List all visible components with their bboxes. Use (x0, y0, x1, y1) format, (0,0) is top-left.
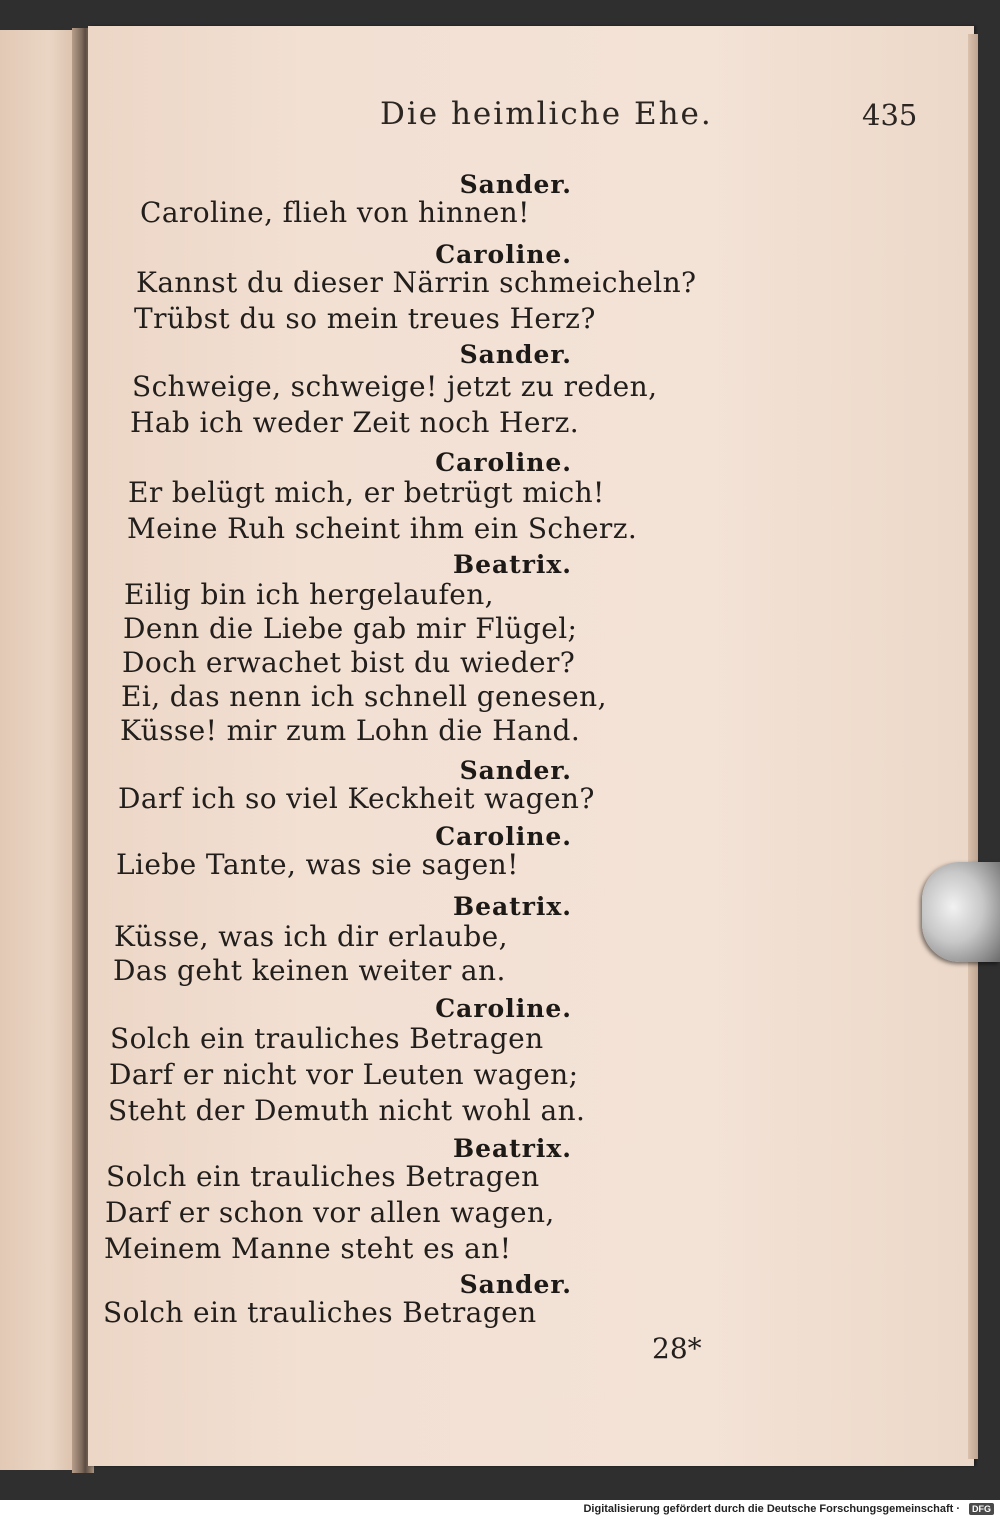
verse-line: Denn die Liebe gab mir Flügel; (123, 612, 578, 645)
verse-line: Küsse, was ich dir erlaube, (114, 920, 508, 953)
verse-line: Eilig bin ich hergelaufen, (124, 578, 494, 611)
verse-line: Liebe Tante, was sie sagen! (116, 848, 519, 881)
verse-line: Küsse! mir zum Lohn die Hand. (120, 714, 581, 747)
speaker-name: Sander. (459, 340, 572, 369)
verse-line: Solch ein trauliches Betragen (110, 1022, 544, 1055)
signature-mark: 28* (652, 1332, 702, 1365)
page-edge (968, 34, 978, 1459)
verse-line: Meinem Manne steht es an! (104, 1232, 512, 1265)
funding-credit: Digitalisierung gefördert durch die Deutsche Forschungsgemeinschaft · (583, 1503, 960, 1515)
page-clip-icon (922, 862, 1000, 962)
verse-line: Hab ich weder Zeit noch Herz. (130, 406, 580, 439)
verse-line: Er belügt mich, er betrügt mich! (128, 476, 605, 509)
verse-line: Solch ein trauliches Betragen (103, 1296, 537, 1329)
speaker-name: Caroline. (435, 822, 572, 851)
verse-line: Meine Ruh scheint ihm ein Scherz. (127, 512, 638, 545)
verse-line: Schweige, schweige! jetzt zu reden, (132, 370, 658, 403)
verse-line: Ei, das nenn ich schnell genesen, (121, 680, 607, 713)
footer-bar (0, 1500, 1000, 1520)
verse-line: Steht der Demuth nicht wohl an. (108, 1094, 586, 1127)
speaker-name: Sander. (459, 1270, 572, 1299)
speaker-name: Caroline. (435, 448, 572, 477)
page-header (0, 96, 1000, 140)
running-title: Die heimliche Ehe. (380, 96, 713, 132)
facing-left-page (0, 30, 82, 1470)
verse-line: Solch ein trauliches Betragen (106, 1160, 540, 1193)
page-number: 435 (862, 98, 918, 132)
speaker-name: Sander. (459, 756, 572, 785)
speaker-name: Beatrix. (452, 1134, 572, 1163)
verse-line: Caroline, flieh von hinnen! (140, 196, 530, 229)
verse-line: Darf ich so viel Keckheit wagen? (118, 782, 595, 815)
verse-line: Das geht keinen weiter an. (113, 954, 506, 987)
speaker-name: Caroline. (435, 994, 572, 1023)
verse-line: Trübst du so mein treues Herz? (134, 302, 596, 335)
speaker-name: Beatrix. (452, 892, 572, 921)
speaker-name: Caroline. (435, 240, 572, 269)
verse-line: Darf er schon vor allen wagen, (105, 1196, 555, 1229)
verse-line: Doch erwachet bist du wieder? (122, 646, 576, 679)
verse-line: Kannst du dieser Närrin schmeicheln? (136, 266, 697, 299)
verse-line: Darf er nicht vor Leuten wagen; (109, 1058, 579, 1091)
dfg-logo-icon: DFG (969, 1503, 994, 1515)
speaker-name: Sander. (459, 170, 572, 199)
speaker-name: Beatrix. (452, 550, 572, 579)
